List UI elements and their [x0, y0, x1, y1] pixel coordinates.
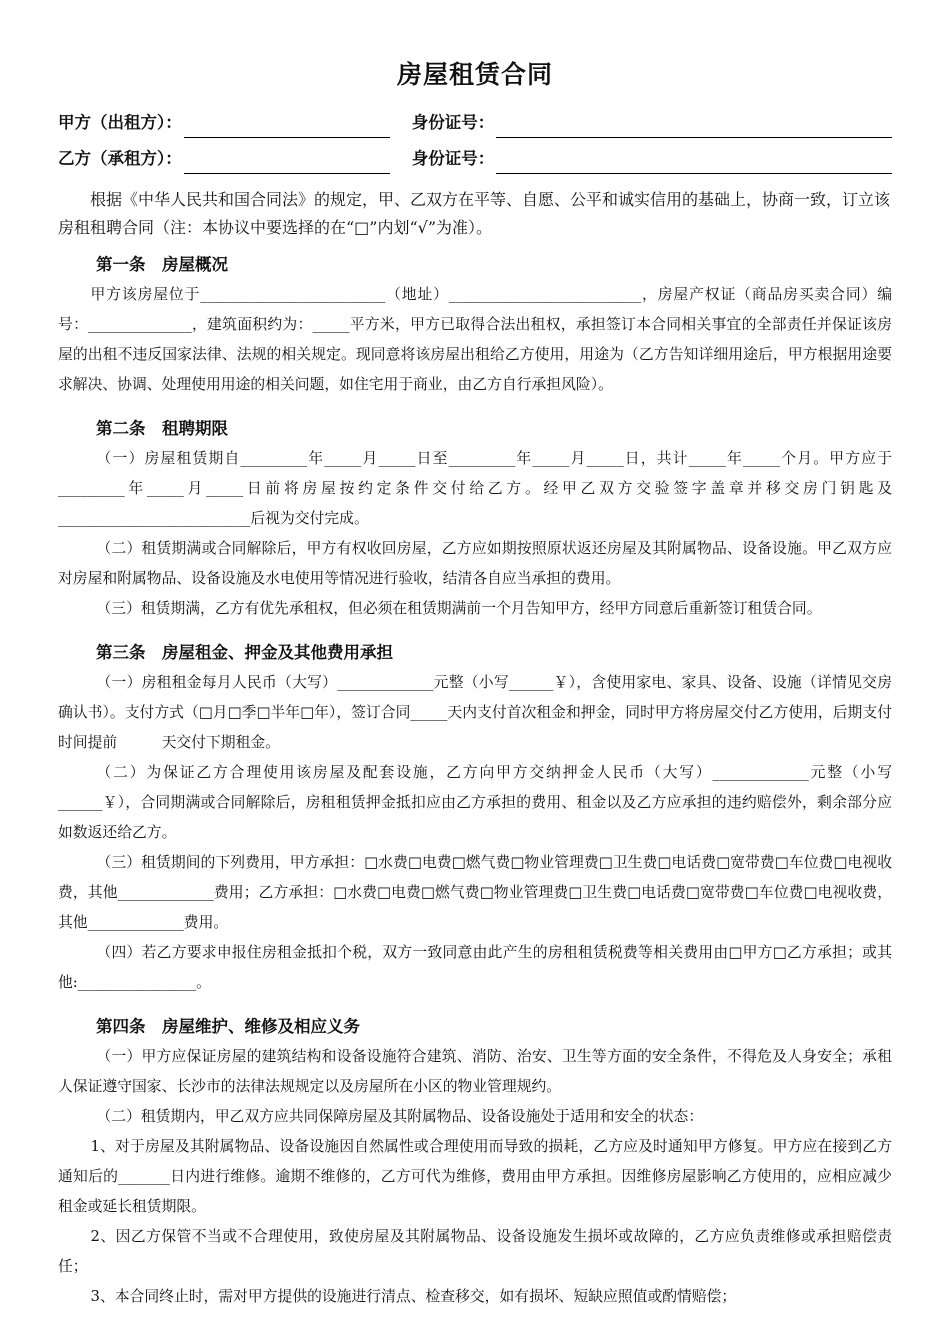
intro-paragraph: 根据《中华人民共和国合同法》的规定，甲、乙双方在平等、自愿、公平和诚实信用的基础上，协商一致，订立该房租租聘合同（注：本协议中要选择的在“□”内划“√”为准）。	[58, 190, 891, 237]
section-4-heading: 第四条 房屋维护、维修及相应义务	[96, 1017, 360, 1036]
party-b-id-blank[interactable]	[496, 151, 892, 174]
section-4-paragraph-3: 1、对于房屋及其附属物品、设备设施因自然属性或合理使用而导致的损耗，乙方应及时通知甲方修复。甲方应在接到乙方通知后的_______日内进行维修。逾期不维修的，乙方可代为维修，费用由甲方承担。因维修房屋影响乙方使用的，应相应减少租金或延长租赁期限。	[58, 1138, 892, 1215]
section-1-paragraph-1: 甲方该房屋位于_________________________（地址）__________________________，房屋产权证（商品房买卖合同）编号：______________，建筑面积约为：_____平方米，甲方已取得合法出租权，承担签订本合同相关事宜的全部责任并保证该房屋的出租不违反国家法律、法规的相关规定。现同意将该房屋出租给乙方使用，用途为（乙方告知详细用途后，甲方根据用途要求解决、协调、处理使用用途的相关问题，如住宅用于商业，由乙方自行承担风险）。	[58, 286, 892, 393]
section-4-paragraph-1: （一）甲方应保证房屋的建筑结构和设备设施符合建筑、消防、治安、卫生等方面的安全条件，不得危及人身安全；承租人保证遵守国家、长沙市的法律法规规定以及房屋所在小区的物业管理规约。	[58, 1048, 892, 1095]
section-4-paragraph-2: （二）租赁期内，甲乙双方应共同保障房屋及其附属物品、设备设施处于适用和安全的状态：	[96, 1108, 704, 1125]
section-3-paragraph-3: （三）租赁期间的下列费用，甲方承担：□水费□电费□燃气费□物业管理费□卫生费□电话费□宽带费□车位费□电视收费，其他_____________费用；乙方承担：□水费□电费□燃气费□物业管理费□卫生费□电话费□宽带费□车位费□电视收费，其他_____________费用。	[58, 854, 892, 931]
section-1-heading: 第一条 房屋概况	[96, 255, 228, 274]
party-b-name-blank[interactable]	[184, 151, 390, 174]
section-4-paragraph-4: 2、因乙方保管不当或不合理使用，致使房屋及其附属物品、设备设施发生损坏或故障的，乙方应负责维修或承担赔偿责任；	[58, 1228, 892, 1275]
party-a-id-blank[interactable]	[496, 115, 892, 138]
party-b-id-label: 身份证号：	[411, 149, 495, 168]
section-2-paragraph-1: （一）房屋租赁期自_________年_____月_____日至_________年_____月_____日，共计_____年_____个月。甲方应于_________年_____月_____日前将房屋按约定条件交付给乙方。经甲乙双方交验签字盖章并移交房门钥匙及__________________________后视为交付完成。	[58, 450, 892, 527]
party-a-label: 甲方（出租方）：	[58, 113, 182, 132]
section-3-paragraph-1: （一）房租租金每月人民币（大写）_____________元整（小写______￥），含使用家电、家具、设备、设施（详情见交房确认书）。支付方式（□月□季□半年□年），签订合同_____天内支付首次租金和押金，同时甲方将房屋交付乙方使用，后期支付时间提前 天交付下期租金。	[58, 674, 892, 751]
party-b-line	[58, 138, 892, 174]
section-3-paragraph-4: （四）若乙方要求申报住房租金抵扣个税，双方一致同意由此产生的房租租赁税费等相关费用由□甲方□乙方承担；或其他:________________。	[58, 944, 892, 991]
party-a-name-blank[interactable]	[184, 115, 390, 138]
section-4-paragraph-5: 3、本合同终止时，需对甲方提供的设施进行清点、检查移交，如有损坏、短缺应照值或酌情赔偿；	[90, 1288, 737, 1305]
page-title: 房屋租赁合同	[396, 60, 553, 89]
section-2-paragraph-3: （三）租赁期满，乙方有优先承租权，但必须在租赁期满前一个月告知甲方，经甲方同意后重新签订租赁合同。	[96, 600, 822, 617]
section-2-paragraph-2: （二）租赁期满或合同解除后，甲方有权收回房屋，乙方应如期按照原状返还房屋及其附属物品、设备设施。甲乙双方应对房屋和附属物品、设备设施及水电使用等情况进行验收，结清各自应当承担的费用。	[58, 540, 892, 587]
section-3-heading: 第三条 房屋租金、押金及其他费用承担	[96, 643, 393, 662]
party-b-label: 乙方（承租方）：	[58, 149, 182, 168]
party-a-line	[58, 102, 892, 138]
party-a-id-label: 身份证号：	[411, 113, 495, 132]
section-2-heading: 第二条 租聘期限	[96, 419, 228, 438]
section-3-paragraph-2: （二）为保证乙方合理使用该房屋及配套设施，乙方向甲方交纳押金人民币（大写）_____________元整（小写______￥），合同期满或合同解除后，房租租赁押金抵扣应由乙方承担的费用、租金以及乙方应承担的违约赔偿外，剩余部分应如数返还给乙方。	[58, 764, 892, 841]
